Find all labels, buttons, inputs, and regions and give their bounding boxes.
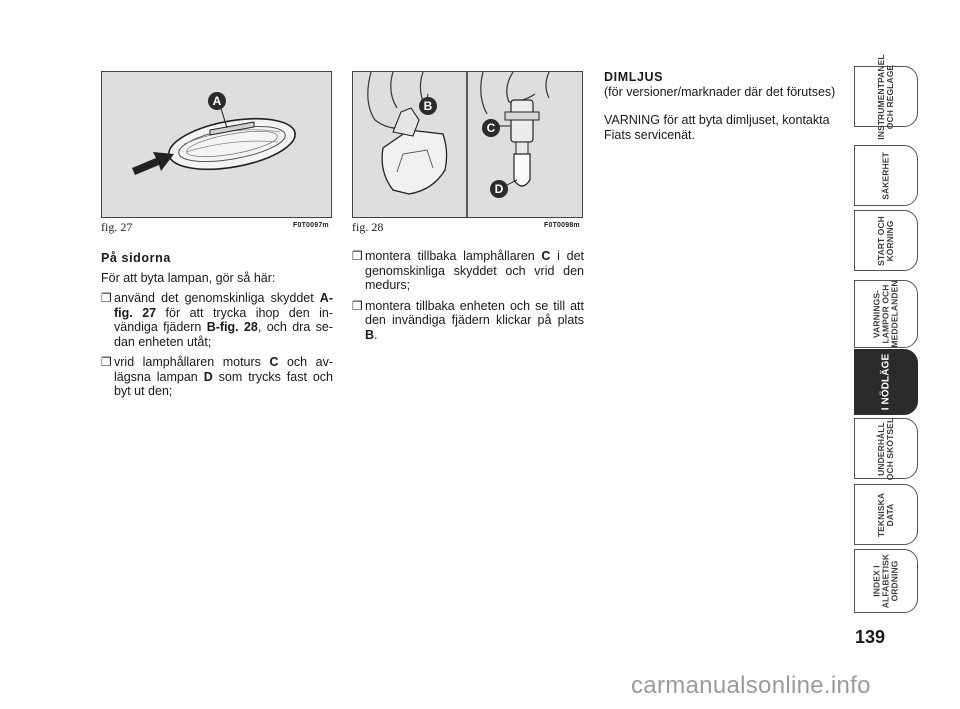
section-heading: På sidorna [101,251,171,265]
bulb-holder-illustration [353,72,582,217]
callout-d: D [490,180,508,198]
watermark: carmanualsonline.info [631,672,871,699]
list-item: ❒ använd det genomskinliga skyddet A-fig. 27 för att trycka ihop den in-vändiga fjädern B-fig. 28, och dra se-dan enheten utåt; [101,291,334,349]
figure-28 [352,71,583,218]
fog-light-heading: DIMLJUS [604,70,664,84]
callout-a: A [208,92,226,110]
tab-index[interactable]: INDEX I ALFABETISK ORDNING [854,549,918,613]
callout-b: B [419,97,437,115]
list-item: ❒ vrid lamphållaren moturs C och av-lägsna lampan D som trycks fast och byt ut den; [101,355,334,398]
tab-start-och-korning[interactable]: START OCH KÖRNING [854,210,918,271]
tab-underhall[interactable]: UNDERHÅLL OCH SKÖTSEL [854,418,918,479]
column-3 [604,70,836,142]
list-item: ❒ montera tillbaka lamphållaren C i det genomskinliga skyddet och vrid den medurs; [352,249,584,292]
figure-27 [101,71,332,218]
callout-c: C [482,119,500,137]
list-item: ❒ montera tillbaka enheten och se till att den invändiga fjädern klickar på plats B. [352,298,584,342]
checkbox-bullet-icon: ❒ [101,291,112,305]
column-2 [352,249,584,342]
fog-light-subtitle: (för versioner/marknader där det förutses) [604,84,836,99]
fig28-code: F0T0098m [544,222,580,229]
checkbox-bullet-icon: ❒ [101,355,112,369]
page-number: 139 [855,627,886,647]
column-1 [101,251,333,399]
fig28-caption: fig. 28 [352,220,384,234]
fig27-caption: fig. 27 [101,220,133,234]
checkbox-bullet-icon: ❒ [352,298,363,313]
tab-i-nodlage[interactable]: I NÖDLÄGE [854,349,918,415]
checkbox-bullet-icon: ❒ [352,249,363,263]
intro-text: För att byta lampan, gör så här: [101,270,276,285]
tab-varningslampor[interactable]: VARNINGS- LAMPOR OCH MEDDELANDEN [854,280,918,348]
tab-instrumentpanel[interactable]: INSTRUMENTPANEL OCH REGLAGE [854,66,918,127]
tab-sakerhet[interactable]: SÄKERHET [854,145,918,206]
tab-tekniska-data[interactable]: TEKNISKA DATA [854,484,918,545]
fog-light-warning: VARNING för att byta dimljuset, kontakta Fiats servicenät. [604,113,830,142]
fig27-code: F0T0097m [293,222,329,229]
